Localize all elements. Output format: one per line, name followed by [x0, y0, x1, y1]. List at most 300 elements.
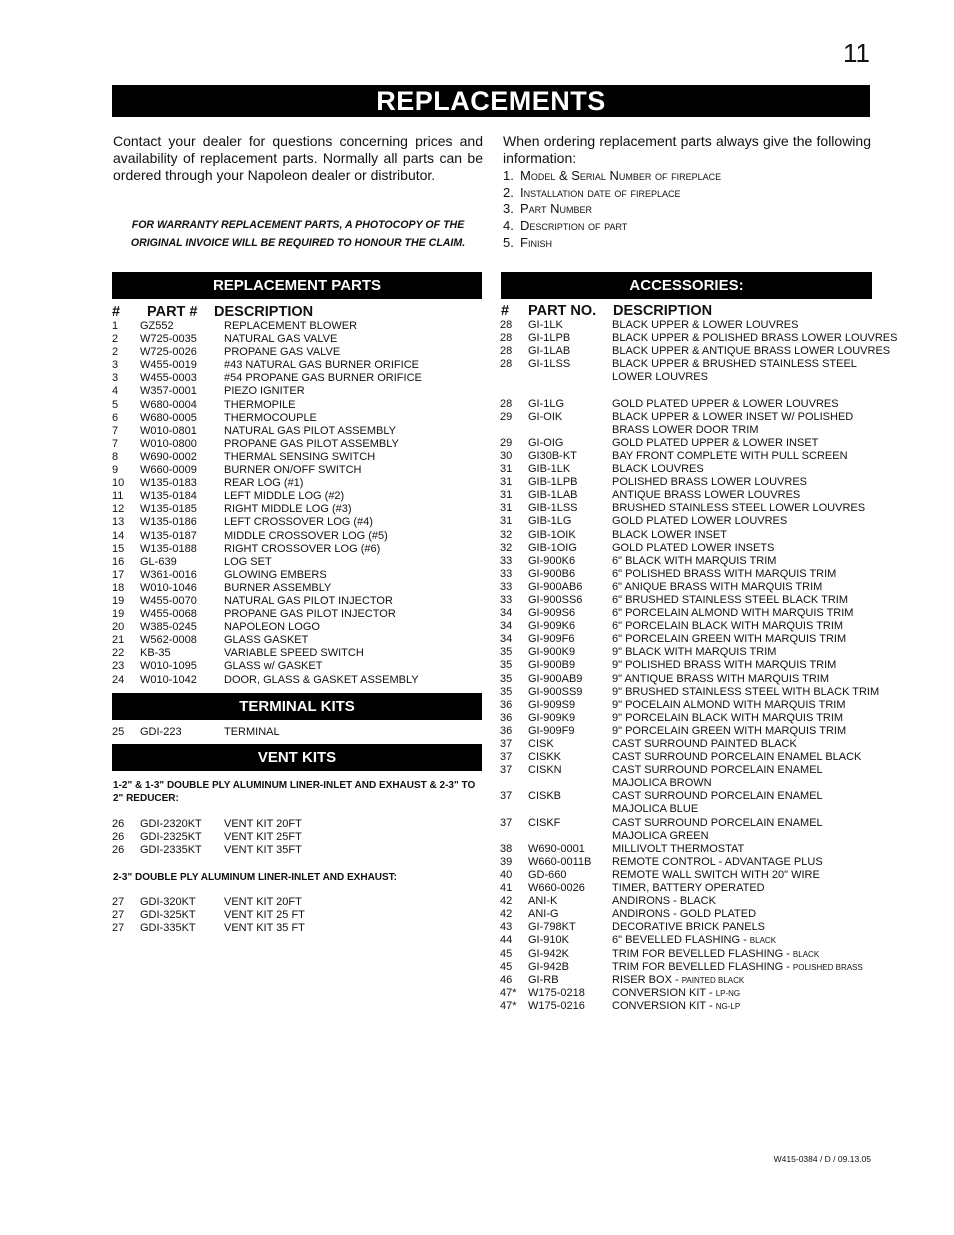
- table-row: [112, 425, 484, 438]
- part-number: GI-1LG: [528, 397, 565, 410]
- item-number: 38: [500, 842, 513, 855]
- warranty-note: FOR WARRANTY REPLACEMENT PARTS, A PHOTOCOPY OF THE ORIGINAL INVOICE WILL BE REQUIRED TO HONOUR THE CLAIM.: [130, 219, 466, 249]
- part-number: GDI-2320KT: [140, 818, 202, 830]
- part-number: W010-1042: [140, 673, 197, 686]
- item-number: 36: [500, 724, 513, 737]
- description: VENT KIT 20FT: [224, 818, 302, 830]
- part-number: GI-900SS9: [528, 685, 583, 698]
- table-row: [500, 869, 910, 882]
- table-row: [500, 411, 910, 424]
- table-row: [500, 830, 910, 843]
- description: LEFT MIDDLE LOG (#2): [224, 490, 345, 503]
- table-row: [500, 987, 910, 1000]
- description: VENT KIT 25FT: [224, 831, 302, 844]
- terminal-kits-table: [112, 726, 484, 739]
- table-row: [500, 790, 910, 803]
- table-row: [500, 646, 910, 659]
- table-row: [112, 320, 484, 333]
- accessories-table: [500, 319, 910, 1013]
- item-number: 13: [112, 516, 125, 529]
- part-number: GI-909K6: [528, 620, 576, 633]
- part-number: GIB-1LPB: [528, 476, 578, 489]
- description: TIMER, BATTERY OPERATED: [612, 882, 765, 895]
- description: CAST SURROUND PORCELAIN ENAMEL: [612, 790, 823, 803]
- description-suffix: PAINTED BLACK: [681, 975, 745, 985]
- description: PIEZO IGNITER: [224, 385, 305, 398]
- table-row: [112, 490, 484, 503]
- order-info-number: 4.: [503, 218, 514, 234]
- part-number: W725-0026: [140, 346, 197, 359]
- table-row: [500, 594, 910, 607]
- table-row: [112, 621, 484, 634]
- description: GOLD PLATED UPPER & LOWER INSET: [612, 436, 819, 449]
- table-row: [500, 398, 910, 411]
- description: GOLD PLATED LOWER INSETS: [612, 541, 775, 554]
- description: RIGHT MIDDLE LOG (#3): [224, 503, 352, 516]
- table-row: [112, 922, 484, 935]
- table-row: [500, 476, 910, 489]
- part-number: CISKN: [528, 764, 562, 777]
- item-number: 7: [112, 424, 119, 437]
- part-number: W690-0002: [140, 450, 197, 463]
- description: VENT KIT 25 FT: [224, 909, 305, 922]
- description: VENT KIT 35FT: [224, 844, 302, 857]
- part-number: W562-0008: [140, 634, 197, 647]
- description: REMOTE CONTROL - ADVANTAGE PLUS: [612, 855, 823, 868]
- item-number: 27: [112, 909, 125, 922]
- part-number: W660-0009: [140, 464, 197, 477]
- table-row: [500, 633, 910, 646]
- part-number: W361-0016: [140, 568, 197, 581]
- table-row: [500, 542, 910, 555]
- table-row: [500, 921, 910, 934]
- table-row: [500, 371, 910, 384]
- part-number: GDI-2325KT: [140, 831, 202, 844]
- order-info-item: [503, 235, 721, 252]
- part-number: W135-0188: [140, 542, 197, 555]
- description: #54 PROPANE GAS BURNER ORIFICE: [224, 372, 422, 385]
- description: MAJOLICA GREEN: [612, 829, 709, 842]
- item-number: 34: [500, 607, 513, 620]
- description: LEFT CROSSOVER LOG (#4): [224, 516, 373, 529]
- description: BRUSHED STAINLESS STEEL LOWER LOUVRES: [612, 502, 866, 515]
- description: MIDDLE CROSSOVER LOG (#5): [224, 529, 388, 542]
- table-row: [500, 384, 910, 397]
- table-row: [112, 333, 484, 346]
- part-number: W010-0800: [140, 437, 197, 450]
- acc-col-header-description: DESCRIPTION: [613, 303, 713, 319]
- item-number: 9: [112, 464, 119, 477]
- part-number: W175-0216: [528, 999, 585, 1012]
- part-number: GI-909F6: [528, 633, 575, 646]
- part-number: GI-900K6: [528, 554, 576, 567]
- table-row: [500, 738, 910, 751]
- item-number: 28: [500, 319, 513, 331]
- item-number: 19: [112, 608, 125, 621]
- item-number: 4: [112, 385, 119, 398]
- description: BLACK LOWER INSET: [612, 528, 727, 541]
- item-number: 43: [500, 921, 513, 934]
- table-row: [500, 882, 910, 895]
- table-row: [500, 948, 910, 961]
- order-info-text: Installation date of fireplace: [520, 184, 681, 200]
- intro-paragraph-right: When ordering replacement parts always give the following information:: [503, 133, 871, 166]
- part-number: GIB-1LG: [528, 515, 572, 528]
- description: CONVERSION KIT - LP-NG: [612, 986, 741, 999]
- item-number: 3: [112, 359, 119, 372]
- table-row: [500, 515, 910, 528]
- table-row: [500, 843, 910, 856]
- part-number: W660-0026: [528, 882, 585, 895]
- part-number: GI-1LPB: [528, 332, 571, 345]
- description: VARIABLE SPEED SWITCH: [224, 647, 364, 660]
- table-row: [112, 543, 484, 556]
- description: VENT KIT 35 FT: [224, 922, 305, 935]
- description: CAST SURROUND PORCELAIN ENAMEL: [612, 816, 823, 829]
- part-number: W135-0187: [140, 529, 197, 542]
- description: GOLD PLATED UPPER & LOWER LOUVRES: [612, 397, 839, 410]
- item-number: 18: [112, 581, 125, 594]
- part-number: W725-0035: [140, 333, 197, 346]
- part-number: GDI-325KT: [140, 909, 196, 922]
- description-suffix: BLACK: [749, 936, 777, 946]
- item-number: 34: [500, 620, 513, 633]
- table-row: [112, 464, 484, 477]
- accessories-header: ACCESSORIES:: [501, 272, 872, 299]
- item-number: 47*: [500, 986, 517, 999]
- description: 6" ANIQUE BRASS WITH MARQUIS TRIM: [612, 580, 823, 593]
- description: GLOWING EMBERS: [224, 568, 327, 581]
- item-number: 24: [112, 673, 125, 686]
- item-number: 12: [112, 503, 125, 516]
- item-number: 23: [112, 660, 125, 673]
- item-number: 17: [112, 568, 125, 581]
- table-row: [112, 896, 484, 909]
- description: #43 NATURAL GAS BURNER ORIFICE: [224, 359, 419, 372]
- table-row: [500, 568, 910, 581]
- description: MAJOLICA BROWN: [612, 777, 712, 790]
- item-number: 28: [500, 332, 513, 345]
- acc-col-header-part: PART NO.: [528, 303, 597, 319]
- item-number: 42: [500, 895, 513, 908]
- item-number: 28: [500, 345, 513, 358]
- table-row: [500, 673, 910, 686]
- description: BLACK UPPER & ANTIQUE BRASS LOWER LOUVRES: [612, 345, 891, 358]
- description: CONVERSION KIT - NG-LP: [612, 999, 741, 1012]
- description: 9" ANTIQUE BRASS WITH MARQUIS TRIM: [612, 672, 830, 685]
- description: DOOR, GLASS & GASKET ASSEMBLY: [224, 673, 419, 686]
- part-number: CISKB: [528, 790, 562, 803]
- table-row: [112, 674, 484, 687]
- item-number: 35: [500, 646, 513, 659]
- part-number: W690-0001: [528, 842, 585, 855]
- table-row: [112, 608, 484, 621]
- table-row: [112, 660, 484, 673]
- table-row: [112, 346, 484, 359]
- description: LOWER LOUVRES: [612, 371, 708, 384]
- item-number: 2: [112, 333, 119, 346]
- item-number: 2: [112, 346, 119, 359]
- description: 6" POLISHED BRASS WITH MARQUIS TRIM: [612, 567, 837, 580]
- description: NAPOLEON LOGO: [224, 621, 320, 634]
- item-number: 20: [112, 621, 125, 634]
- part-number: W455-0070: [140, 594, 197, 607]
- item-number: 45: [500, 947, 513, 960]
- part-number: CISK: [528, 738, 554, 750]
- description: REMOTE WALL SWITCH WITH 20" WIRE: [612, 868, 820, 881]
- description: TRIM FOR BEVELLED FLASHING - POLISHED BRASS: [612, 960, 863, 973]
- order-info-item: [503, 185, 721, 202]
- table-row: [500, 529, 910, 542]
- order-info-text: Part Number: [520, 201, 593, 217]
- item-number: 29: [500, 436, 513, 449]
- table-row: [500, 699, 910, 712]
- order-info-text: Description of part: [520, 218, 628, 234]
- part-number: W010-0801: [140, 424, 197, 437]
- description: TERMINAL: [224, 726, 280, 738]
- item-number: 33: [500, 567, 513, 580]
- description: PROPANE GAS PILOT ASSEMBLY: [224, 437, 399, 450]
- item-number: 33: [500, 554, 513, 567]
- item-number: 30: [500, 449, 513, 462]
- table-row: [500, 332, 910, 345]
- intro-paragraph-left: Contact your dealer for questions concerning prices and availability of replacement parts. Normally all parts can be ordered through your Napoleon dealer or distributor.: [113, 133, 483, 183]
- part-number: GDI-223: [140, 726, 182, 738]
- item-number: 6: [112, 411, 119, 424]
- table-row: [500, 974, 910, 987]
- vent-kits-table-2: [112, 896, 484, 935]
- table-row: [112, 595, 484, 608]
- part-number: GI30B-KT: [528, 449, 577, 462]
- table-row: [500, 712, 910, 725]
- item-number: 7: [112, 437, 119, 450]
- part-number: GI-900K9: [528, 646, 576, 659]
- order-info-item: [503, 201, 721, 218]
- description: BURNER ASSEMBLY: [224, 581, 332, 594]
- item-number: 36: [500, 698, 513, 711]
- description: BAY FRONT COMPLETE WITH PULL SCREEN: [612, 449, 848, 462]
- item-number: 34: [500, 633, 513, 646]
- part-number: ANI-G: [528, 908, 559, 921]
- description: PROPANE GAS VALVE: [224, 346, 341, 359]
- table-row: [500, 620, 910, 633]
- description: 6" PORCELAIN ALMOND WITH MARQUIS TRIM: [612, 607, 854, 620]
- description: 9" POCELAIN ALMOND WITH MARQUIS TRIM: [612, 698, 846, 711]
- order-info-text: Model & Serial Number of fireplace: [520, 168, 722, 183]
- description: BLACK UPPER & LOWER LOUVRES: [612, 319, 799, 331]
- part-number: GZ552: [140, 320, 174, 332]
- description: GOLD PLATED LOWER LOUVRES: [612, 515, 788, 528]
- description: THERMOCOUPLE: [224, 411, 317, 424]
- part-number: GI-OIG: [528, 436, 564, 449]
- item-number: 41: [500, 882, 513, 895]
- item-number: 46: [500, 973, 513, 986]
- item-number: 40: [500, 868, 513, 881]
- description: ANDIRONS - BLACK: [612, 895, 716, 908]
- item-number: 36: [500, 711, 513, 724]
- description: 6" BRUSHED STAINLESS STEEL BLACK TRIM: [612, 593, 848, 606]
- item-number: 44: [500, 934, 513, 947]
- table-row: [112, 831, 484, 844]
- vent-kits-table-1: [112, 818, 484, 857]
- description: ANTIQUE BRASS LOWER LOUVRES: [612, 489, 801, 502]
- description: GLASS GASKET: [224, 634, 309, 647]
- table-row: [112, 818, 484, 831]
- part-number: W135-0186: [140, 516, 197, 529]
- order-info-number: 3.: [503, 201, 514, 217]
- table-row: [500, 450, 910, 463]
- part-number: KB-35: [140, 647, 171, 660]
- item-number: 35: [500, 659, 513, 672]
- item-number: 39: [500, 855, 513, 868]
- item-number: 31: [500, 515, 513, 528]
- item-number: 45: [500, 960, 513, 973]
- item-number: 5: [112, 398, 119, 411]
- part-number: GIB-1LAB: [528, 489, 578, 502]
- item-number: 35: [500, 685, 513, 698]
- table-row: [500, 555, 910, 568]
- description: 9" BLACK WITH MARQUIS TRIM: [612, 646, 777, 659]
- part-number: GI-900AB9: [528, 672, 583, 685]
- terminal-kits-header: TERMINAL KITS: [112, 693, 482, 720]
- vent-kits-header: VENT KITS: [112, 744, 482, 771]
- item-number: 14: [112, 529, 125, 542]
- part-number: GI-RB: [528, 973, 559, 986]
- table-row: [112, 503, 484, 516]
- table-row: [500, 607, 910, 620]
- item-number: 42: [500, 908, 513, 921]
- table-row: [500, 961, 910, 974]
- part-number: W660-0011B: [528, 855, 592, 868]
- part-number: CISKF: [528, 816, 561, 829]
- description: CAST SURROUND PAINTED BLACK: [612, 738, 797, 750]
- item-number: 31: [500, 463, 513, 476]
- part-number: W680-0005: [140, 411, 197, 424]
- part-number: CISKK: [528, 751, 562, 764]
- part-number: GDI-320KT: [140, 896, 196, 908]
- description: GLASS w/ GASKET: [224, 660, 323, 673]
- table-row: [500, 463, 910, 476]
- table-row: [500, 856, 910, 869]
- description: TRIM FOR BEVELLED FLASHING - BLACK: [612, 947, 820, 960]
- table-row: [500, 489, 910, 502]
- item-number: 15: [112, 542, 125, 555]
- order-info-list: [503, 168, 721, 252]
- order-info-number: 2.: [503, 184, 514, 200]
- part-number: ANI-K: [528, 895, 558, 908]
- vent-kits-note-1: 1-2" & 1-3" DOUBLE PLY ALUMINUM LINER-INLET AND EXHAUST & 2-3" TO 2" REDUCER:: [113, 780, 476, 804]
- description: 9" PORCELAIN GREEN WITH MARQUIS TRIM: [612, 724, 847, 737]
- table-row: [112, 844, 484, 857]
- description: BLACK LOUVRES: [612, 463, 704, 476]
- item-number: 22: [112, 647, 125, 660]
- part-number: GI-909S6: [528, 607, 576, 620]
- part-number: W455-0068: [140, 608, 197, 621]
- item-number: 33: [500, 593, 513, 606]
- description: RISER BOX - PAINTED BLACK: [612, 973, 745, 986]
- part-number: GI-1LSS: [528, 358, 571, 371]
- part-number: GI-1LK: [528, 319, 563, 331]
- page-number: 11: [843, 38, 870, 68]
- description: RIGHT CROSSOVER LOG (#6): [224, 542, 381, 555]
- table-row: [112, 556, 484, 569]
- item-number: 27: [112, 922, 125, 935]
- part-number: GI-900AB6: [528, 580, 583, 593]
- table-row: [112, 726, 484, 739]
- description: PROPANE GAS PILOT INJECTOR: [224, 608, 396, 621]
- description: BURNER ON/OFF SWITCH: [224, 464, 362, 477]
- item-number: 31: [500, 489, 513, 502]
- table-row: [500, 777, 910, 790]
- item-number: 32: [500, 528, 513, 541]
- table-row: [112, 530, 484, 543]
- part-number: W135-0185: [140, 503, 197, 516]
- part-number: W135-0184: [140, 490, 197, 503]
- item-number: 8: [112, 450, 119, 463]
- table-row: [112, 359, 484, 372]
- table-row: [500, 686, 910, 699]
- order-info-number: 1.: [503, 168, 514, 183]
- table-row: [112, 647, 484, 660]
- part-number: GDI-2335KT: [140, 844, 202, 857]
- table-row: [500, 817, 910, 830]
- order-info-item: [503, 168, 721, 185]
- part-number: W010-1095: [140, 660, 197, 673]
- table-row: [500, 1000, 910, 1013]
- description: BLACK UPPER & POLISHED BRASS LOWER LOUVRES: [612, 332, 898, 345]
- description: NATURAL GAS PILOT ASSEMBLY: [224, 424, 396, 437]
- table-row: [500, 358, 910, 371]
- part-number: W385-0245: [140, 621, 197, 634]
- table-row: [112, 569, 484, 582]
- order-info-text: Finish: [520, 234, 552, 250]
- table-row: [112, 372, 484, 385]
- item-number: 37: [500, 816, 513, 829]
- description: 9" BRUSHED STAINLESS STEEL WITH BLACK TRIM: [612, 685, 880, 698]
- part-number: W135-0183: [140, 477, 197, 490]
- table-row: [500, 895, 910, 908]
- description: 6" BLACK WITH MARQUIS TRIM: [612, 554, 777, 567]
- item-number: 21: [112, 634, 125, 647]
- description: MAJOLICA BLUE: [612, 803, 699, 816]
- page-title: REPLACEMENTS: [112, 85, 870, 117]
- item-number: 26: [112, 818, 125, 830]
- table-row: [500, 908, 910, 921]
- description: VENT KIT 20FT: [224, 896, 302, 908]
- acc-col-header-num: #: [501, 303, 510, 319]
- part-number: GL-639: [140, 555, 177, 568]
- table-row: [500, 345, 910, 358]
- table-row: [500, 934, 910, 947]
- description: REAR LOG (#1): [224, 477, 304, 490]
- order-info-item: [503, 218, 721, 235]
- part-number: W680-0004: [140, 398, 197, 411]
- description: MILLIVOLT THERMOSTAT: [612, 842, 745, 855]
- part-number: GI-900B6: [528, 567, 576, 580]
- description-suffix: BLACK: [792, 949, 820, 959]
- description: LOG SET: [224, 555, 272, 568]
- part-number: GIB-1LSS: [528, 502, 578, 515]
- description: 6" PORCELAIN BLACK WITH MARQUIS TRIM: [612, 620, 844, 633]
- table-row: [112, 399, 484, 412]
- description-suffix: NG-LP: [715, 1001, 741, 1011]
- part-number: GI-942B: [528, 960, 569, 973]
- description: CAST SURROUND PORCELAIN ENAMEL BLACK: [612, 751, 862, 764]
- table-row: [500, 581, 910, 594]
- description: NATURAL GAS VALVE: [224, 333, 338, 346]
- description: POLISHED BRASS LOWER LOUVRES: [612, 476, 807, 489]
- table-row: [500, 319, 910, 332]
